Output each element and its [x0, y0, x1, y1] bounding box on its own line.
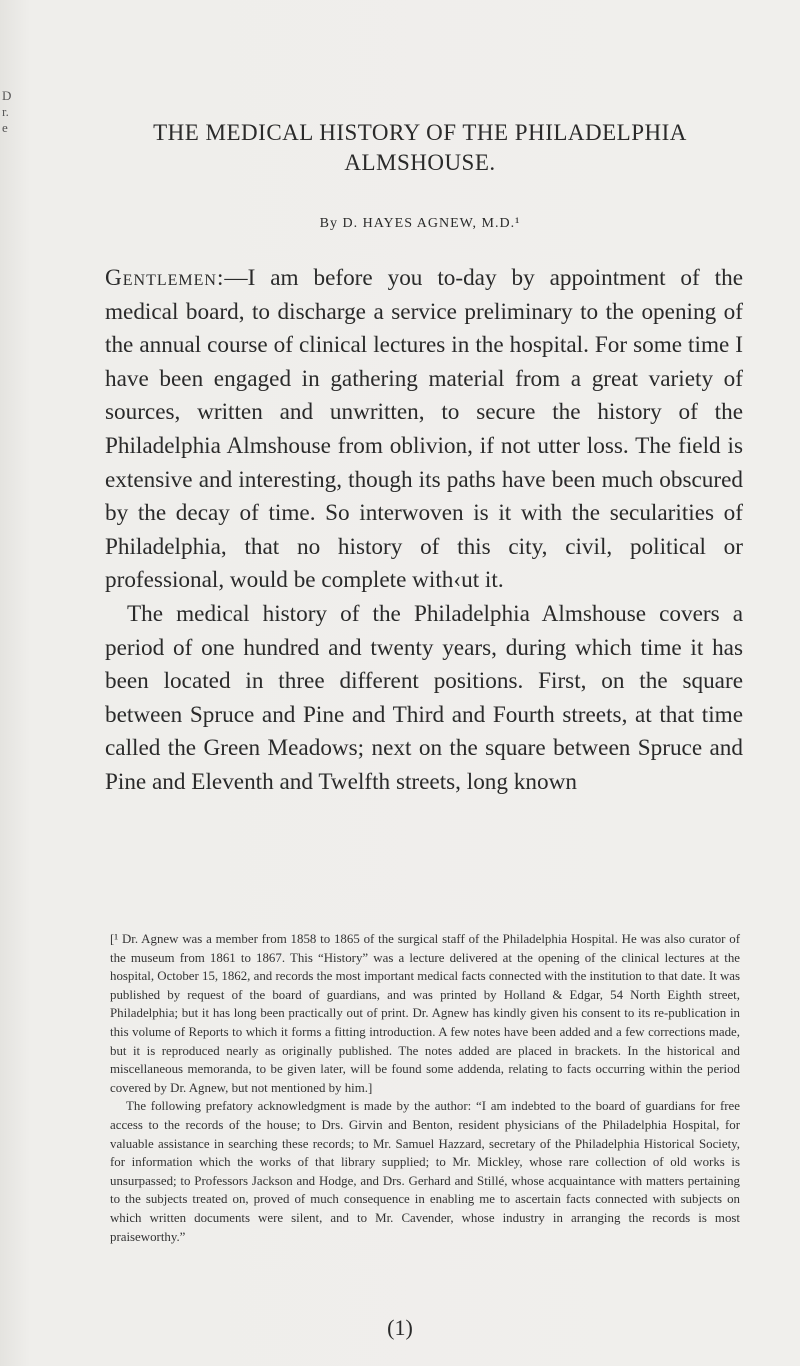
salutation: Gentlemen:	[105, 265, 225, 291]
body-text	[105, 262, 743, 800]
title-line-2: ALMSHOUSE.	[344, 150, 496, 175]
page-title	[60, 118, 780, 178]
footnotes	[110, 930, 740, 1246]
title-line-1: THE MEDICAL HISTORY OF THE PHILADELPHIA	[153, 120, 687, 145]
margin-mark: e	[2, 120, 8, 135]
paragraph-2: The medical history of the Philadelphia Almshouse covers a period of one hundred and twenty years, during which time it has been located in three different positions. First, on the square between Spruce and Pine and Third and Fourth streets, at that time called the Green Meadows; next on the square between Spruce and Pine and Eleventh and Twelfth streets, long known	[105, 600, 743, 795]
margin-mark: r.	[2, 104, 9, 119]
margin-mark: D	[2, 88, 12, 103]
author-line: By D. HAYES AGNEW, M.D.¹	[319, 216, 521, 231]
page-number: (1)	[387, 1315, 413, 1340]
footnote-1: [¹ Dr. Agnew was a member from 1858 to 1865 of the surgical staff of the Philadelphia Hospital. He was also curator of the museum from 1861 to 1867. This “History” was a lecture delivered at the opening of the clinical lectures at the hospital, October 15, 1862, and records the most important medical facts connected with the institution to that date. It was published by request of the board of guardians, and was printed by Holland & Edgar, 54 North Eighth street, Philadelphia; but it has long been practically out of print. Dr. Agnew has kindly given his consent to its re-publication in this volume of Reports to which it forms a fitting introduction. A few notes have been added and a few corrections made, but it is reproduced nearly as originally published. The notes added are placed in brackets. In the historical and miscellaneous memoranda, to be given later, will be found some addenda, relating to facts occurring within the period covered by Dr. Agnew, but not mentioned by him.]	[110, 932, 740, 1095]
footnote-2: The following prefatory acknowledgment is made by the author: “I am indebted to the board of guardians for free access to the records of the house; to Drs. Girvin and Benton, resident physicians of the Philadelphia Hospital, for valuable assistance in searching these records; to Mr. Samuel Hazzard, secretary of the Philadelphia Historical Society, for information which the works of that library supplied; to Mr. Mickley, whose rare collection of old works is unsurpassed; to Professors Jackson and Hodge, and Drs. Gerhard and Stillé, whose acquaintance with matters pertaining to the subjects treated on, proved of much consequence in enabling me to ascertain facts connected with subjects on which written documents were silent, and to Mr. Cavender, whose industry in arranging the records is most praiseworthy.”	[110, 1099, 740, 1244]
paragraph-1-text: —I am before you to-day by appointment of the medical board, to discharge a service preliminary to the opening of the annual course of clinical lectures in the hospital. For some time I have been engaged in gathering material from a great variety of sources, written and unwritten, to secure the history of the Philadelphia Almshouse from oblivion, if not utter loss. The field is extensive and interesting, though its paths have been much obscured by the decay of time. So interwoven is it with the secularities of Philadelphia, that no history of this city, civil, political or professional, would be complete with‹ut it.	[105, 265, 743, 594]
margin-marks	[2, 88, 16, 136]
paragraph-1	[105, 262, 743, 598]
